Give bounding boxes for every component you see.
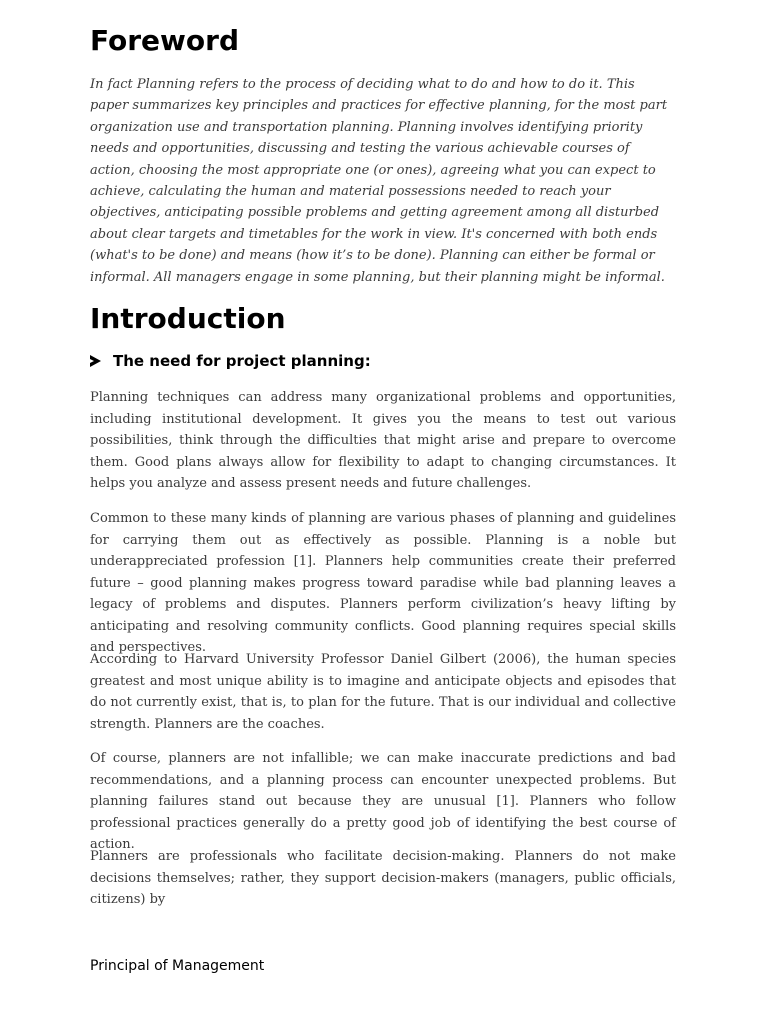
arrowhead-bullet-icon xyxy=(90,355,101,367)
subheading-label: The need for project planning: xyxy=(113,352,371,370)
foreword-heading: Foreword xyxy=(90,24,239,57)
body-paragraph-4: Of course, planners are not infallible; we can make inaccurate predictions and bad recommendations, and a planning process can encounter unexpected problems. But planning failures stand out because they are unusual [1]. Planners who follow professional practices generally do a pretty good job of identifying the best course of action. xyxy=(90,751,676,852)
introduction-heading: Introduction xyxy=(90,302,286,335)
body-paragraph-3: According to Harvard University Professor Daniel Gilbert (2006), the human species greatest and most unique ability is to imagine and anticipate objects and episodes that do not currently exist, that is, to plan for the future. That is our individual and collective strength. Planners are the coaches. xyxy=(90,652,676,732)
foreword-paragraph: In fact Planning refers to the process of deciding what to do and how to do it. This paper summarizes key principles and practices for effective planning, for the most part organization use and transportation planning. Planning involves identifying priority needs and opportunities, discussing and testing the various achievable courses of action, choosing the most appropriate one (or ones), agreeing what you can expect to achieve, calculating the human and material possessions needed to reach your objectives, anticipating possible problems and getting agreement among all disturbed about clear targets and timetables for the work in view. It's concerned with both ends (what's to be done) and means (how it’s to be done). Planning can either be formal or informal. All managers engage in some planning, but their planning might be informal. xyxy=(90,77,668,285)
body-paragraph-5: Planners are professionals who facilitate decision-making. Planners do not make decisions themselves; rather, they support decision-makers (managers, public officials, citizens) by xyxy=(90,849,676,907)
section-subheading xyxy=(90,352,371,370)
body-paragraph-1: Planning techniques can address many organizational problems and opportunities, including institutional development. It gives you the means to test out various possibilities, think through the difficulties that might arise and prepare to overcome them. Good plans always allow for flexibility to adapt to changing circumstances. It helps you analyze and assess present needs and future challenges. xyxy=(90,390,676,491)
page-footer: Principal of Management xyxy=(90,958,265,974)
body-paragraph-2: Common to these many kinds of planning are various phases of planning and guidelines for carrying them out as effectively as possible. Planning is a noble but underappreciated profession [1]. Planners help communities create their preferred future – good planning makes progress toward paradise while bad planning leaves a legacy of problems and disputes. Planners perform civilization’s heavy lifting by anticipating and resolving community conflicts. Good planning requires special skills and perspectives. xyxy=(90,511,676,655)
